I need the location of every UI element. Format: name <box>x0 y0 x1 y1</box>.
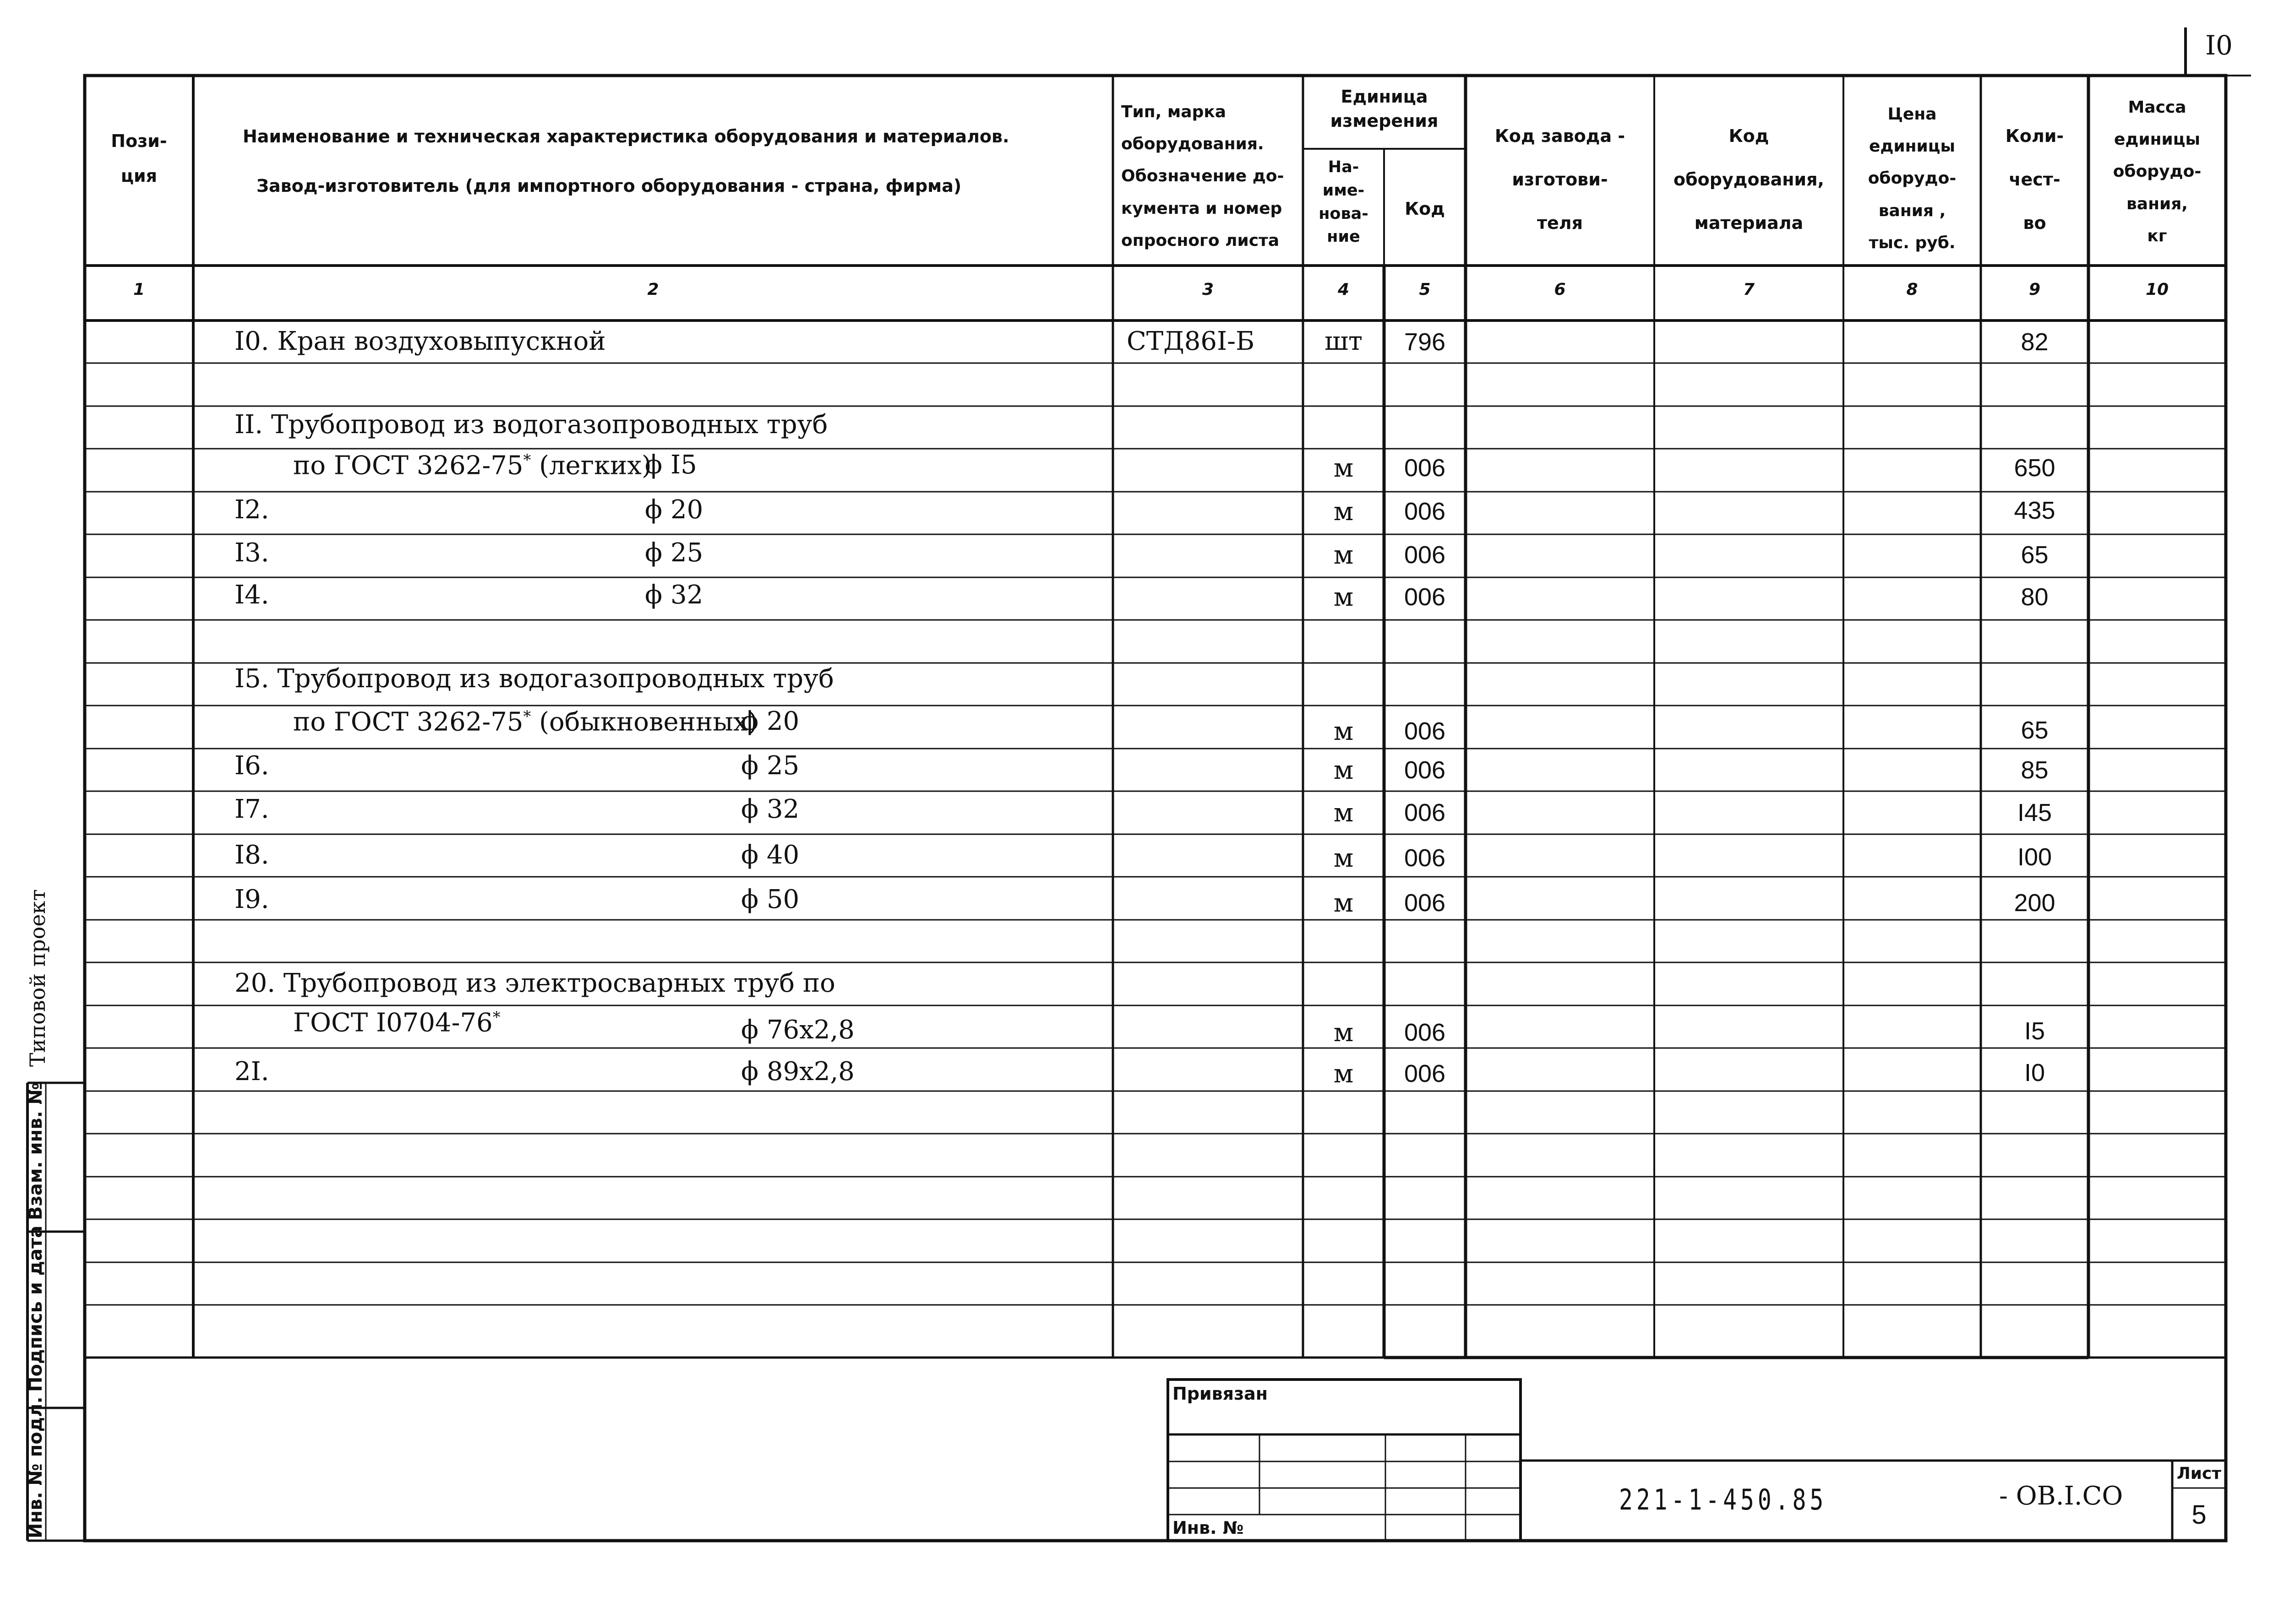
col-number-6: 6 <box>1554 280 1566 299</box>
row-i3-qty: 65 <box>2021 541 2049 569</box>
row-i7-unit: м <box>1333 798 1354 828</box>
row-i9-dia: ϕ 50 <box>741 885 800 914</box>
row-i4-dia: ϕ 32 <box>645 580 703 610</box>
row-i0-code: 796 <box>1404 328 1446 356</box>
row-i5-spec-standard: по ГОСТ 3262-75 <box>293 707 523 737</box>
row-i5-unit: м <box>1333 717 1354 746</box>
row-i0-qty: 82 <box>2021 328 2049 356</box>
row-i9-pos: I9. <box>234 885 269 914</box>
row-i6-code: 006 <box>1404 756 1446 784</box>
row-20-unit: м <box>1333 1018 1354 1048</box>
row-i3-code: 006 <box>1404 541 1446 569</box>
row-21-code: 006 <box>1404 1060 1446 1087</box>
row-i0-name: I0. Кран воздуховыпускной <box>234 326 606 356</box>
col-number-5: 5 <box>1419 280 1431 299</box>
stamp-doc-number: 221-1-450.85 <box>1619 1483 1827 1516</box>
header-type: Тип, марка оборудования. Обозначение до- кумента и номер опросного листа <box>1121 103 1284 250</box>
row-20-spec-standard: ГОСТ I0704-76 <box>293 1008 493 1038</box>
row-21-unit: м <box>1333 1059 1354 1089</box>
col-number-4: 4 <box>1337 280 1350 299</box>
row-i4-qty: 80 <box>2021 583 2049 611</box>
row-i2-qty: 435 <box>2014 497 2055 524</box>
header-equip-code: Код оборудования, материала <box>1673 126 1824 233</box>
row-i6-pos: I6. <box>234 751 269 781</box>
stamp-sheet-label: Лист <box>2176 1464 2222 1483</box>
row-20-spec-mark: * <box>492 1008 501 1026</box>
stamp-doc-suffix: - ОВ.I.СО <box>1999 1481 2123 1511</box>
row-i5-code: 006 <box>1404 717 1446 745</box>
row-i2-dia: ϕ 20 <box>645 495 703 525</box>
row-i0-type: СТД86I-Б <box>1127 326 1255 356</box>
col-number-2: 2 <box>647 280 659 299</box>
row-i7-qty: I45 <box>2017 799 2052 826</box>
row-ii-spec-mark: * <box>523 451 531 469</box>
header-mass: Масса единицы оборудо- вания, кг <box>2113 98 2202 245</box>
col-number-3: 3 <box>1202 280 1214 299</box>
row-i5-spec-kind: (обыкновенных) <box>531 707 758 737</box>
row-i5-spec-mark: * <box>523 707 531 725</box>
row-i9-code: 006 <box>1404 889 1446 917</box>
row-i8-unit: м <box>1333 843 1354 873</box>
row-ii-dia: ϕ I5 <box>645 450 697 480</box>
row-ii-spec-kind: (легких) <box>531 451 652 481</box>
row-i3-dia: ϕ 25 <box>645 538 703 568</box>
row-21-pos: 2I. <box>234 1057 269 1086</box>
row-i7-pos: I7. <box>234 794 269 824</box>
row-i5-qty: 65 <box>2021 717 2049 744</box>
row-21-dia: ϕ 89х2,8 <box>741 1057 855 1086</box>
row-i3-unit: м <box>1333 540 1354 570</box>
row-i7-dia: ϕ 32 <box>741 794 800 824</box>
row-20-spec <box>293 1010 501 1036</box>
row-i0-unit: шт <box>1324 326 1363 356</box>
row-ii-spec-standard: по ГОСТ 3262-75 <box>293 451 523 481</box>
row-i2-pos: I2. <box>234 495 269 525</box>
row-i6-unit: м <box>1333 755 1354 785</box>
header-price: Цена единицы оборудо- вания , тыс. руб. <box>1868 105 1957 252</box>
stamp-bound: Привязан <box>1172 1384 1268 1404</box>
row-i8-qty: I00 <box>2017 843 2052 871</box>
row-i5-dia: ϕ 20 <box>741 706 800 736</box>
header-quantity: Коли- чест- во <box>2005 126 2064 233</box>
header-position: Пози- ция <box>111 131 167 186</box>
header-name-line2: Завод-изготовитель (для импортного оборудования - страна, фирма) <box>256 176 962 196</box>
header-unit-name: На- име- нова- ние <box>1319 158 1368 246</box>
row-i8-code: 006 <box>1404 844 1446 872</box>
header-name-line1: Наименование и техническая характеристика оборудования и материалов. <box>243 126 1009 147</box>
row-i9-qty: 200 <box>2014 889 2055 917</box>
row-20-code: 006 <box>1404 1019 1446 1046</box>
row-ii-name: II. Трубопровод из водогазопроводных труб <box>234 410 828 440</box>
row-ii-qty: 650 <box>2014 454 2055 482</box>
row-i5-spec <box>293 709 758 735</box>
stamp-sheet: 5 <box>2191 1500 2207 1530</box>
header-maker-code: Код завода - изготови- теля <box>1494 126 1625 233</box>
row-i4-unit: м <box>1333 582 1354 612</box>
row-i2-unit: м <box>1333 497 1354 527</box>
row-ii-code: 006 <box>1404 454 1446 482</box>
col-number-1: 1 <box>133 280 145 299</box>
row-i6-qty: 85 <box>2021 756 2049 784</box>
row-i3-pos: I3. <box>234 538 269 568</box>
row-ii-unit: м <box>1333 453 1354 483</box>
row-i6-dia: ϕ 25 <box>741 751 800 781</box>
row-i7-code: 006 <box>1404 799 1446 826</box>
row-20-dia: ϕ 76х2,8 <box>741 1015 855 1045</box>
header-unit-code: Код <box>1405 199 1445 219</box>
row-ii-spec <box>293 452 652 479</box>
col-number-9: 9 <box>2028 280 2041 299</box>
col-number-7: 7 <box>1743 280 1755 299</box>
sheet-number-top: I0 <box>2205 30 2233 61</box>
row-20-qty: I5 <box>2024 1017 2045 1045</box>
row-21-qty: I0 <box>2024 1059 2045 1086</box>
side-label-replace: Взам. инв. № <box>25 1082 46 1220</box>
row-i8-pos: I8. <box>234 840 269 870</box>
row-20-name: 20. Трубопровод из электросварных труб по <box>234 968 835 998</box>
col-number-8: 8 <box>1906 280 1918 299</box>
row-i5-name: I5. Трубопровод из водогазопроводных труб <box>234 664 834 694</box>
row-i4-pos: I4. <box>234 580 269 610</box>
row-i4-code: 006 <box>1404 583 1446 611</box>
side-label-project: Типовой проект <box>25 889 50 1067</box>
col-number-10: 10 <box>2145 280 2169 299</box>
side-label-inv-orig: Инв. № подл. <box>25 1396 46 1538</box>
side-label-sign-date: Подпись и дата <box>25 1225 46 1392</box>
row-i8-dia: ϕ 40 <box>741 840 800 870</box>
row-i9-unit: м <box>1333 888 1354 918</box>
header-unit-group: Единица измерения <box>1330 87 1439 131</box>
row-i2-code: 006 <box>1404 498 1446 525</box>
stamp-inv: Инв. № <box>1172 1518 1244 1538</box>
